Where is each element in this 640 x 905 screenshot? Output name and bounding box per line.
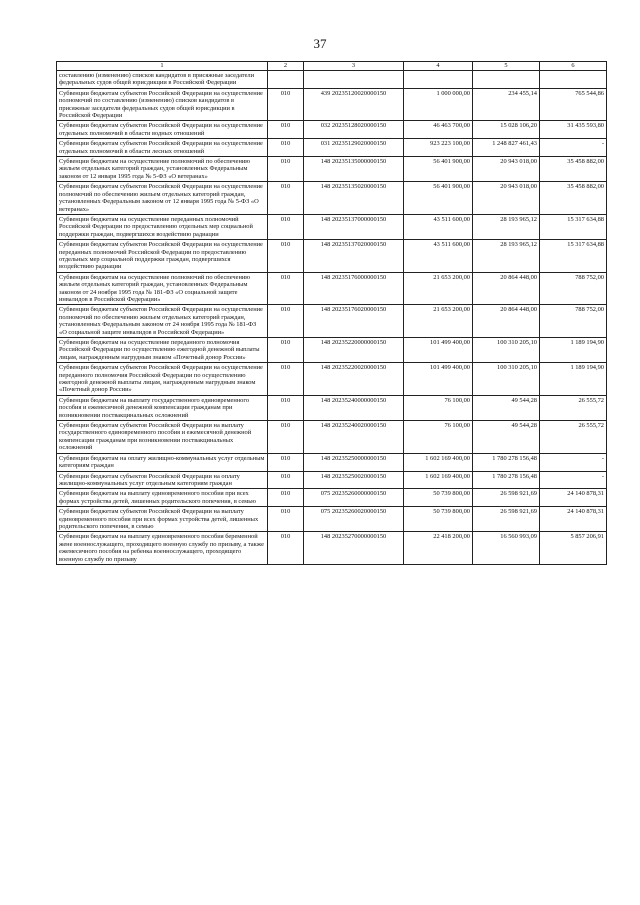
row-value-col5: 20 864 448,00 (473, 305, 540, 338)
row-value-col4: 22 418 200,00 (404, 532, 473, 565)
row-value-col4: 76 100,00 (404, 395, 473, 420)
row-budget-code: 148 20235137020000150 (304, 240, 404, 273)
row-budget-code: 032 20235128020000150 (304, 121, 404, 139)
row-code: 010 (268, 363, 304, 396)
row-value-col5: 26 598 921,69 (473, 507, 540, 532)
row-value-col6: 5 857 206,91 (540, 532, 607, 565)
row-value-col6: 26 555,72 (540, 395, 607, 420)
row-value-col5: 1 248 827 461,43 (473, 139, 540, 157)
row-description: Субвенции бюджетам на осуществление полномочий по обеспечению жильем отдельных категорий граждан, установленных Федеральным законом от 12 января 1995 года № 5-ФЗ «О ветеранах» (57, 157, 268, 182)
row-value-col4: 43 511 600,00 (404, 214, 473, 239)
row-code: 010 (268, 157, 304, 182)
row-description: Субвенции бюджетам субъектов Российской Федерации на оплату жилищно-коммунальных услуг отдельным категориям граждан (57, 471, 268, 489)
row-code: 010 (268, 453, 304, 471)
row-value-col6: 765 544,86 (540, 88, 607, 121)
row-value-col4: 56 401 900,00 (404, 182, 473, 215)
row-value-col6: 15 317 634,88 (540, 240, 607, 273)
column-header: 4 (404, 62, 473, 71)
row-value-col5: 26 598 921,69 (473, 489, 540, 507)
row-value-col4: 21 653 200,00 (404, 272, 473, 305)
row-code: 010 (268, 240, 304, 273)
row-description: Субвенции бюджетам на выплату единовременного пособия при всех формах устройства детей, лишенных родительского попечения, в семью (57, 489, 268, 507)
row-code: 010 (268, 121, 304, 139)
row-value-col5: 49 544,28 (473, 421, 540, 454)
row-budget-code: 148 20235270000000150 (304, 532, 404, 565)
column-header: 6 (540, 62, 607, 71)
row-description: Субвенции бюджетам на осуществление переданных полномочий Российской Федерации по предоставлению отдельных мер социальной поддержки граждан, подвергшихся воздействию радиации (57, 214, 268, 239)
row-description: Субвенции бюджетам субъектов Российской Федерации на осуществление полномочий по обеспечению жильем отдельных категорий граждан, установленных Федеральным законом от 12 января 1995 года № 5-ФЗ «О ветеранах» (57, 182, 268, 215)
row-budget-code: 148 20235176020000150 (304, 305, 404, 338)
row-value-col4: 1 000 000,00 (404, 88, 473, 121)
row-value-col6: 35 458 882,00 (540, 157, 607, 182)
row-value-col4: 101 499 400,00 (404, 363, 473, 396)
row-code: 010 (268, 214, 304, 239)
row-description: Субвенции бюджетам субъектов Российской Федерации на выплату государственного единовременного пособия и ежемесячной денежной компенсации гражданам при возникновении поствакцинальных осложнений (57, 421, 268, 454)
table-row (57, 363, 607, 396)
row-code: 010 (268, 471, 304, 489)
row-value-col6: 35 458 882,00 (540, 182, 607, 215)
row-code (268, 71, 304, 89)
row-budget-code: 148 20235137000000150 (304, 214, 404, 239)
row-description: Субвенции бюджетам субъектов Российской Федерации на осуществление отдельных полномочий в области водных отношений (57, 121, 268, 139)
column-header: 3 (304, 62, 404, 71)
row-value-col5 (473, 71, 540, 89)
row-value-col4: 76 100,00 (404, 421, 473, 454)
row-value-col6: 26 555,72 (540, 421, 607, 454)
row-description: Субвенции бюджетам на выплату государственного единовременного пособия и ежемесячной денежной компенсации гражданам при возникновении поствакцинальных осложнений (57, 395, 268, 420)
table-row (57, 507, 607, 532)
row-value-col6: - (540, 453, 607, 471)
row-value-col4: 101 499 400,00 (404, 338, 473, 363)
row-description: Субвенции бюджетам субъектов Российской Федерации на осуществление переданных полномочий Российской Федерации по предоставлению отдельных мер социальной поддержки граждан, подвергшихся воздействию радиации (57, 240, 268, 273)
row-value-col5: 1 780 278 156,48 (473, 453, 540, 471)
row-budget-code: 075 20235260020000150 (304, 507, 404, 532)
row-code: 010 (268, 305, 304, 338)
row-code: 010 (268, 395, 304, 420)
table-row (57, 88, 607, 121)
row-value-col6: 24 140 878,31 (540, 489, 607, 507)
row-code: 010 (268, 338, 304, 363)
row-value-col5: 20 864 448,00 (473, 272, 540, 305)
table-row (57, 214, 607, 239)
row-value-col4: 923 223 100,00 (404, 139, 473, 157)
column-header: 2 (268, 62, 304, 71)
row-description: Субвенции бюджетам на выплату единовременного пособия беременной жене военнослужащего, проходящего военную службу по призыву, а также ежемесячного пособия на ребенка военнослужащего, проходящего военную службу по призыву (57, 532, 268, 565)
row-value-col6: 788 752,00 (540, 272, 607, 305)
table-row (57, 71, 607, 89)
column-header: 5 (473, 62, 540, 71)
table-body (57, 71, 607, 565)
row-budget-code: 148 20235240000000150 (304, 395, 404, 420)
row-value-col4: 46 463 700,00 (404, 121, 473, 139)
table-row (57, 338, 607, 363)
row-code: 010 (268, 421, 304, 454)
row-description: Субвенции бюджетам на осуществление полномочий по обеспечению жильем отдельных категорий граждан, установленных Федеральным законом от 24 ноября 1995 года № 181-ФЗ «О социальной защите инвалидов в Российской Федерации» (57, 272, 268, 305)
row-value-col5: 100 310 205,10 (473, 338, 540, 363)
column-header: 1 (57, 62, 268, 71)
row-value-col6: - (540, 139, 607, 157)
row-value-col6: - (540, 471, 607, 489)
page-number: 37 (313, 36, 327, 51)
row-value-col5: 15 028 106,20 (473, 121, 540, 139)
row-value-col5: 16 560 993,09 (473, 532, 540, 565)
row-budget-code: 148 20235135000000150 (304, 157, 404, 182)
row-budget-code (304, 71, 404, 89)
row-description: Субвенции бюджетам субъектов Российской Федерации на осуществление полномочий по обеспечению жильем отдельных категорий граждан, установленных Федеральным законом от 24 ноября 1995 года № 181-ФЗ «О социальной защите инвалидов в Российской Федерации» (57, 305, 268, 338)
row-value-col5: 49 544,28 (473, 395, 540, 420)
table-row (57, 471, 607, 489)
row-value-col5: 20 943 018,00 (473, 182, 540, 215)
row-value-col4: 50 739 800,00 (404, 507, 473, 532)
table-row (57, 121, 607, 139)
row-value-col6: 24 140 878,31 (540, 507, 607, 532)
row-value-col5: 100 310 205,10 (473, 363, 540, 396)
row-code: 010 (268, 88, 304, 121)
row-code: 010 (268, 272, 304, 305)
row-budget-code: 148 20235250020000150 (304, 471, 404, 489)
table-row (57, 421, 607, 454)
row-budget-code: 148 20235220000000150 (304, 338, 404, 363)
row-value-col4: 1 602 169 400,00 (404, 471, 473, 489)
row-value-col6: 1 189 194,90 (540, 363, 607, 396)
table-row (57, 139, 607, 157)
row-value-col6: 15 317 634,88 (540, 214, 607, 239)
row-value-col6: 788 752,00 (540, 305, 607, 338)
row-budget-code: 439 20235120020000150 (304, 88, 404, 121)
row-code: 010 (268, 139, 304, 157)
row-budget-code: 148 20235176000000150 (304, 272, 404, 305)
row-description: Субвенции бюджетам на осуществление переданного полномочия Российской Федерации по осуществлению ежегодной денежной выплаты лицам, награжденным нагрудным знаком «Почетный донор России» (57, 338, 268, 363)
row-description: Субвенции бюджетам на оплату жилищно-коммунальных услуг отдельным категориям граждан (57, 453, 268, 471)
table-row (57, 395, 607, 420)
table-header-row (57, 62, 607, 71)
table-row (57, 272, 607, 305)
row-code: 010 (268, 532, 304, 565)
row-value-col4 (404, 71, 473, 89)
budget-table (56, 61, 607, 565)
row-budget-code: 031 20235129020000150 (304, 139, 404, 157)
row-value-col5: 20 943 018,00 (473, 157, 540, 182)
row-description: составлению (изменению) списков кандидатов в присяжные заседатели федеральных судов общей юрисдикции в Российской Федерации (57, 71, 268, 89)
row-value-col4: 50 739 800,00 (404, 489, 473, 507)
row-code: 010 (268, 489, 304, 507)
row-value-col6: 31 435 593,80 (540, 121, 607, 139)
row-value-col6 (540, 71, 607, 89)
row-value-col4: 21 653 200,00 (404, 305, 473, 338)
row-description: Субвенции бюджетам субъектов Российской Федерации на осуществление переданного полномочия Российской Федерации по осуществлению ежегодной денежной выплаты лицам, награжденным нагрудным знаком «Почетный донор России» (57, 363, 268, 396)
row-value-col4: 43 511 600,00 (404, 240, 473, 273)
row-budget-code: 148 20235250000000150 (304, 453, 404, 471)
row-value-col5: 28 193 965,12 (473, 214, 540, 239)
row-budget-code: 148 20235220020000150 (304, 363, 404, 396)
row-description: Субвенции бюджетам субъектов Российской Федерации на выплату единовременного пособия при всех формах устройства детей, лишенных родительского попечения, в семью (57, 507, 268, 532)
table-row (57, 489, 607, 507)
row-value-col5: 234 455,14 (473, 88, 540, 121)
table-row (57, 532, 607, 565)
row-value-col4: 56 401 900,00 (404, 157, 473, 182)
table-row (57, 453, 607, 471)
row-value-col5: 1 780 278 156,48 (473, 471, 540, 489)
table-row (57, 157, 607, 182)
row-value-col4: 1 602 169 400,00 (404, 453, 473, 471)
row-value-col5: 28 193 965,12 (473, 240, 540, 273)
row-code: 010 (268, 182, 304, 215)
row-budget-code: 075 20235260000000150 (304, 489, 404, 507)
row-description: Субвенции бюджетам субъектов Российской Федерации на осуществление отдельных полномочий в области лесных отношений (57, 139, 268, 157)
row-budget-code: 148 20235240020000150 (304, 421, 404, 454)
row-value-col6: 1 189 194,90 (540, 338, 607, 363)
row-description: Субвенции бюджетам субъектов Российской Федерации на осуществление полномочий по составлению (изменению) списков кандидатов в присяжные заседатели федеральных судов общей юрисдикции в Российской Федерации (57, 88, 268, 121)
table-row (57, 240, 607, 273)
table-row (57, 182, 607, 215)
table-row (57, 305, 607, 338)
row-budget-code: 148 20235135020000150 (304, 182, 404, 215)
row-code: 010 (268, 507, 304, 532)
